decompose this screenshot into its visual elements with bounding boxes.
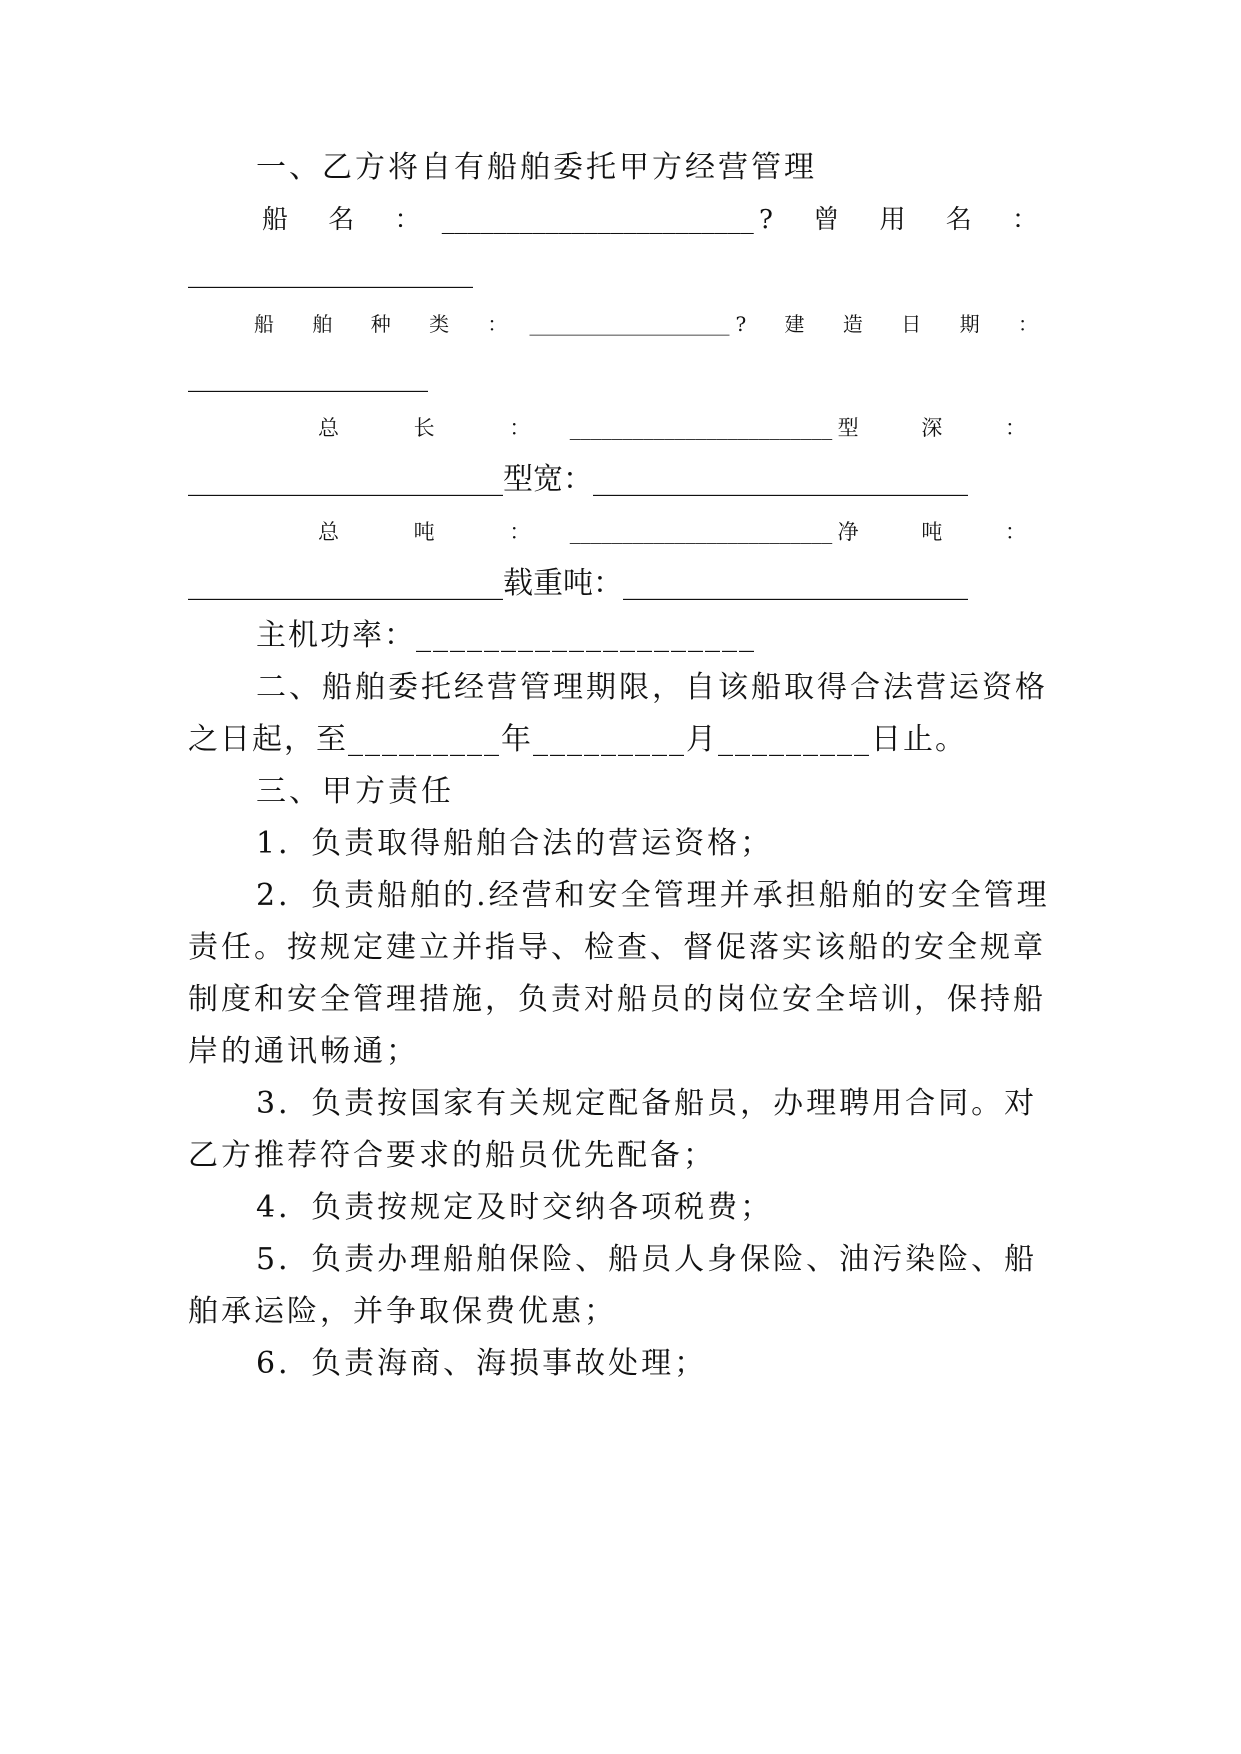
gross-tonnage-row [318,510,1054,554]
item-2-line-3: 制度和安全管理措施，负责对船员的岗位安全培训，保持船 [188,982,1046,1017]
length-blank: _________________________ [569,416,833,440]
item-2-line-1: 2．负责船舶的.经营和安全管理并承担船舶的安全管理 [256,878,1050,913]
ship-type-blank: ____________________ [529,312,730,336]
item-1: 1．负责取得船舶合法的营运资格； [256,826,774,861]
item-6: 6．负责海商、海损事故处理； [256,1346,708,1381]
ship-name-label: 船 名 ： [262,205,437,235]
depth-label: 型 深 ： [837,416,1054,440]
item-5-line-2: 舶承运险，并争取保费优惠； [188,1294,617,1329]
build-date-label: ? 建 造 日 期 ： [735,312,1054,336]
section-1-heading: 一、乙方将自有船舶委托甲方经营管理 [256,150,817,185]
item-3-line-1: 3．负责按国家有关规定配备船员，办理聘用合同。对 [256,1086,1038,1121]
former-name-blank: ___________________ [188,254,473,289]
ship-type-label: 船 舶 种 类 ： [254,312,524,336]
deadweight-row: _____________________载重吨：_______________________ [188,566,968,601]
section-2-line-1: 二、船舶委托经营管理期限，自该船取得合法营运资格 [256,670,1048,705]
item-4: 4．负责按规定及时交纳各项税费； [256,1190,774,1225]
item-3-line-2: 乙方推荐符合要求的船员优先配备； [188,1138,716,1173]
build-date-blank: ________________ [188,358,428,393]
breadth-row: _____________________型宽：_________________________ [188,462,968,497]
ship-type-row [254,302,1054,346]
ship-name-blank: ________________________ [441,205,754,235]
engine-power-row: 主机功率：____________________ [256,618,756,653]
item-5-line-1: 5．负责办理船舶保险、船员人身保险、油污染险、船 [256,1242,1038,1277]
item-2-line-2: 责任。按规定建立并指导、检查、督促落实该船的安全规章 [188,930,1046,965]
section-2-line-2: 之日起，至_________年_________月_________日止。 [188,722,967,757]
gross-tonnage-label: 总 吨 ： [318,520,565,544]
former-name-label: ? 曾 用 名 ： [759,205,1054,235]
net-tonnage-label: 净 吨 ： [837,520,1054,544]
item-2-line-4: 岸的通讯畅通； [188,1034,419,1069]
section-3-heading: 三、甲方责任 [256,774,454,809]
ship-name-row [262,198,1054,242]
length-row [318,406,1054,450]
gross-tonnage-blank: _________________________ [569,520,833,544]
length-label: 总 长 ： [318,416,565,440]
